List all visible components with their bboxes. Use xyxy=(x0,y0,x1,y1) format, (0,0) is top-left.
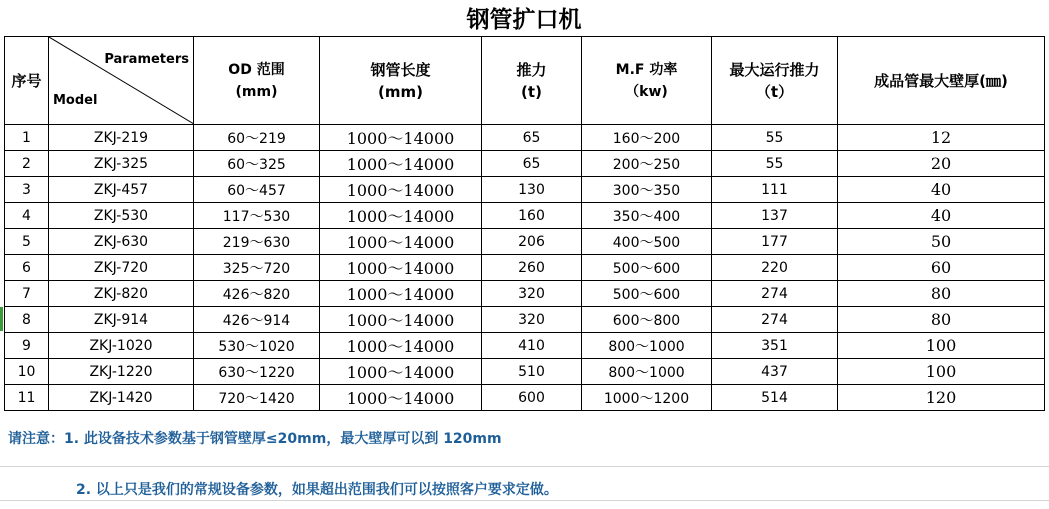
cell-max-run-thrust[interactable]: 111 xyxy=(712,177,838,203)
table-row xyxy=(5,333,1045,359)
cell-seq[interactable]: 2 xyxy=(5,151,49,177)
cell-thrust[interactable]: 260 xyxy=(482,255,582,281)
cell-power[interactable]: 350～400 xyxy=(582,203,712,229)
cell-power[interactable]: 400～500 xyxy=(582,229,712,255)
cell-seq[interactable]: 8 xyxy=(5,307,49,333)
table-row xyxy=(5,385,1045,411)
cell-power[interactable]: 800～1000 xyxy=(582,333,712,359)
note-line-1[interactable]: 请注意：1. 此设备技术参数基于钢管壁厚≤20mm，最大壁厚可以到 120mm xyxy=(8,431,502,447)
cell-max-run-thrust[interactable]: 437 xyxy=(712,359,838,385)
cell-model[interactable]: ZKJ-1420 xyxy=(49,385,194,411)
cell-model[interactable]: ZKJ-1220 xyxy=(49,359,194,385)
cell-seq[interactable]: 4 xyxy=(5,203,49,229)
cell-od[interactable]: 60～457 xyxy=(194,177,320,203)
cell-seq[interactable]: 11 xyxy=(5,385,49,411)
cell-thrust[interactable]: 206 xyxy=(482,229,582,255)
cell-max-wall[interactable]: 60 xyxy=(838,255,1045,281)
header-power-label: M.F 功率 xyxy=(615,61,678,78)
cell-power[interactable]: 800～1000 xyxy=(582,359,712,385)
header-od-label: OD 范围 xyxy=(228,61,285,78)
row-selection-marker xyxy=(0,307,3,331)
cell-max-run-thrust[interactable]: 220 xyxy=(712,255,838,281)
cell-model[interactable]: ZKJ-820 xyxy=(49,281,194,307)
cell-max-wall[interactable]: 40 xyxy=(838,177,1045,203)
cell-max-wall[interactable]: 40 xyxy=(838,203,1045,229)
cell-thrust[interactable]: 410 xyxy=(482,333,582,359)
sheet-row-divider xyxy=(0,500,1049,501)
spec-table xyxy=(4,36,1045,411)
cell-model[interactable]: ZKJ-720 xyxy=(49,255,194,281)
header-power-unit: （kw) xyxy=(625,83,668,100)
cell-seq[interactable]: 5 xyxy=(5,229,49,255)
cell-model[interactable]: ZKJ-1020 xyxy=(49,333,194,359)
header-length-unit: (mm) xyxy=(378,82,423,101)
cell-length[interactable]: 1000～14000 xyxy=(320,281,482,307)
cell-od[interactable]: 117～530 xyxy=(194,203,320,229)
cell-power[interactable]: 300～350 xyxy=(582,177,712,203)
cell-od[interactable]: 426～820 xyxy=(194,281,320,307)
cell-max-wall[interactable]: 100 xyxy=(838,333,1045,359)
cell-max-wall[interactable]: 50 xyxy=(838,229,1045,255)
header-param-model[interactable] xyxy=(49,37,194,125)
cell-length[interactable]: 1000～14000 xyxy=(320,307,482,333)
header-thrust-label: 推力 xyxy=(516,60,547,79)
cell-seq[interactable]: 3 xyxy=(5,177,49,203)
cell-length[interactable]: 1000～14000 xyxy=(320,177,482,203)
cell-max-run-thrust[interactable]: 137 xyxy=(712,203,838,229)
cell-max-run-thrust[interactable]: 351 xyxy=(712,333,838,359)
cell-max-wall[interactable]: 20 xyxy=(838,151,1045,177)
cell-length[interactable]: 1000～14000 xyxy=(320,255,482,281)
header-row xyxy=(5,37,1045,125)
cell-od[interactable]: 219～630 xyxy=(194,229,320,255)
cell-length[interactable]: 1000～14000 xyxy=(320,385,482,411)
table-row xyxy=(5,177,1045,203)
cell-length[interactable]: 1000～14000 xyxy=(320,229,482,255)
cell-od[interactable]: 60～325 xyxy=(194,151,320,177)
cell-max-wall[interactable]: 120 xyxy=(838,385,1045,411)
cell-seq[interactable]: 10 xyxy=(5,359,49,385)
cell-max-run-thrust[interactable]: 514 xyxy=(712,385,838,411)
cell-max-wall[interactable]: 100 xyxy=(838,359,1045,385)
cell-power[interactable]: 200～250 xyxy=(582,151,712,177)
cell-od[interactable]: 325～720 xyxy=(194,255,320,281)
header-max-run-thrust-unit: （t） xyxy=(755,82,794,101)
cell-od[interactable]: 720～1420 xyxy=(194,385,320,411)
cell-thrust[interactable]: 160 xyxy=(482,203,582,229)
cell-thrust[interactable]: 600 xyxy=(482,385,582,411)
cell-power[interactable]: 500～600 xyxy=(582,281,712,307)
header-thrust[interactable] xyxy=(482,37,582,125)
note-line-2[interactable]: 2. 以上只是我们的常规设备参数，如果超出范围我们可以按照客户要求定做。 xyxy=(76,482,558,498)
cell-max-wall[interactable]: 80 xyxy=(838,281,1045,307)
cell-model[interactable]: ZKJ-457 xyxy=(49,177,194,203)
cell-model[interactable]: ZKJ-530 xyxy=(49,203,194,229)
sheet-title[interactable]: 钢管扩口机 xyxy=(466,7,582,33)
cell-max-run-thrust[interactable]: 55 xyxy=(712,125,838,151)
table-row xyxy=(5,229,1045,255)
header-seq[interactable]: 序号 xyxy=(5,37,49,125)
cell-od[interactable]: 630～1220 xyxy=(194,359,320,385)
cell-length[interactable]: 1000～14000 xyxy=(320,359,482,385)
cell-power[interactable]: 600～800 xyxy=(582,307,712,333)
table-body xyxy=(5,125,1045,411)
cell-max-wall[interactable]: 12 xyxy=(838,125,1045,151)
cell-length[interactable]: 1000～14000 xyxy=(320,203,482,229)
table-row xyxy=(5,307,1045,333)
header-max-run-thrust[interactable] xyxy=(712,37,838,125)
cell-thrust[interactable]: 130 xyxy=(482,177,582,203)
cell-power[interactable]: 1000～1200 xyxy=(582,385,712,411)
sheet-row-divider xyxy=(0,466,1049,467)
header-power[interactable] xyxy=(582,37,712,125)
cell-seq[interactable]: 6 xyxy=(5,255,49,281)
header-max-wall[interactable]: 成品管最大壁厚(㎜) xyxy=(838,37,1045,125)
cell-max-run-thrust[interactable]: 55 xyxy=(712,151,838,177)
header-od[interactable] xyxy=(194,37,320,125)
cell-seq[interactable]: 1 xyxy=(5,125,49,151)
cell-thrust[interactable]: 65 xyxy=(482,125,582,151)
cell-thrust[interactable]: 65 xyxy=(482,151,582,177)
header-thrust-unit: (t) xyxy=(521,82,542,101)
cell-model[interactable]: ZKJ-325 xyxy=(49,151,194,177)
cell-od[interactable]: 60～219 xyxy=(194,125,320,151)
cell-seq[interactable]: 7 xyxy=(5,281,49,307)
cell-thrust[interactable]: 320 xyxy=(482,281,582,307)
cell-od[interactable]: 426～914 xyxy=(194,307,320,333)
table-row xyxy=(5,203,1045,229)
cell-thrust[interactable]: 510 xyxy=(482,359,582,385)
cell-max-run-thrust[interactable]: 274 xyxy=(712,281,838,307)
header-length[interactable] xyxy=(320,37,482,125)
header-parameters: Parameters xyxy=(104,52,189,67)
cell-power[interactable]: 160～200 xyxy=(582,125,712,151)
header-model: Model xyxy=(53,93,98,108)
cell-power[interactable]: 500～600 xyxy=(582,255,712,281)
cell-max-run-thrust[interactable]: 274 xyxy=(712,307,838,333)
cell-model[interactable]: ZKJ-219 xyxy=(49,125,194,151)
cell-model[interactable]: ZKJ-630 xyxy=(49,229,194,255)
header-length-label: 钢管长度 xyxy=(370,60,431,79)
cell-max-wall[interactable]: 80 xyxy=(838,307,1045,333)
cell-od[interactable]: 530～1020 xyxy=(194,333,320,359)
header-max-run-thrust-label: 最大运行推力 xyxy=(729,60,820,79)
cell-length[interactable]: 1000～14000 xyxy=(320,333,482,359)
table-row xyxy=(5,125,1045,151)
cell-model[interactable]: ZKJ-914 xyxy=(49,307,194,333)
header-od-unit: (mm) xyxy=(235,83,278,100)
cell-length[interactable]: 1000～14000 xyxy=(320,151,482,177)
cell-length[interactable]: 1000～14000 xyxy=(320,125,482,151)
table-row xyxy=(5,255,1045,281)
table-row xyxy=(5,281,1045,307)
table-row xyxy=(5,151,1045,177)
cell-thrust[interactable]: 320 xyxy=(482,307,582,333)
cell-max-run-thrust[interactable]: 177 xyxy=(712,229,838,255)
table-row xyxy=(5,359,1045,385)
cell-seq[interactable]: 9 xyxy=(5,333,49,359)
